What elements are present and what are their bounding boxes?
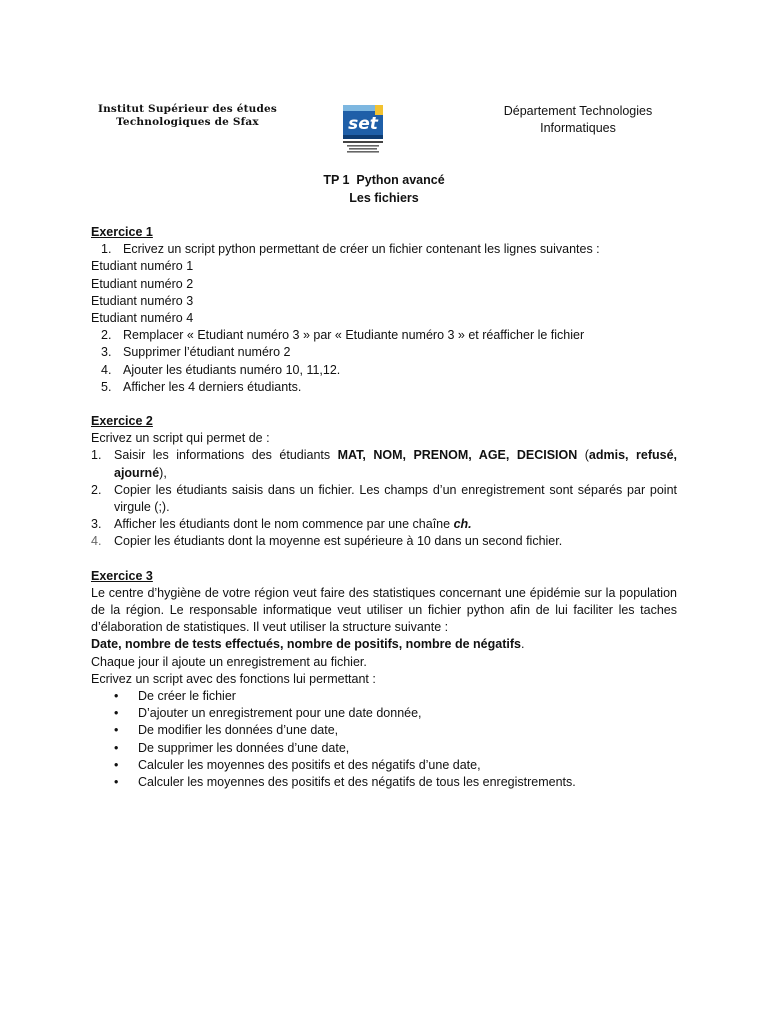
department-line-1: Département Technologies — [503, 104, 653, 118]
list-item — [91, 533, 677, 550]
chain-variable: ch. — [453, 517, 472, 532]
item-number: 2. — [101, 328, 112, 343]
exercise-2-title: Exercice 2 — [91, 414, 153, 429]
item-text: Remplacer « Etudiant numéro 3 » par « Etudiante numéro 3 » et réafficher le fichier — [123, 328, 585, 343]
exercise-3-list — [91, 688, 677, 791]
exercise-2-list — [91, 447, 677, 550]
item-number: 3. — [101, 345, 112, 360]
list-item — [91, 722, 677, 739]
bullet-icon: • — [114, 740, 119, 755]
document-body — [91, 224, 677, 791]
list-item — [91, 482, 677, 516]
list-item — [91, 327, 677, 344]
list-item — [91, 516, 677, 533]
list-item — [91, 447, 677, 481]
list-item — [91, 705, 677, 722]
student-line: Etudiant numéro 4 — [91, 311, 194, 326]
institute-line-2: Technologiques de Sfax — [116, 115, 259, 128]
exercise-2-intro: Ecrivez un script qui permet de : — [91, 431, 270, 446]
item-number: 4. — [91, 534, 102, 549]
decision-values: admis, refusé, ajourné — [114, 448, 677, 480]
list-item — [91, 241, 677, 258]
list-item — [91, 774, 677, 791]
item-text: Afficher les 4 derniers étudiants. — [123, 379, 302, 394]
item-text: Copier les étudiants dont la moyenne est supérieure à 10 dans un second fichier. — [114, 534, 563, 549]
bullet-icon: • — [114, 723, 119, 738]
institute-line-1: Institut Supérieur des études — [97, 103, 278, 115]
item-text: De créer le fichier — [138, 689, 236, 704]
list-item — [91, 344, 677, 361]
item-text: Ecrivez un script python permettant de créer un fichier contenant les lignes suivantes : — [123, 242, 600, 257]
item-number: 1. — [101, 242, 112, 257]
list-item — [91, 362, 677, 379]
item-text: Calculer les moyennes des positifs et des négatifs d’une date, — [138, 757, 481, 772]
exercise-1-q1 — [91, 241, 677, 258]
item-text: ( — [577, 448, 589, 463]
item-number: 3. — [91, 517, 102, 532]
item-text: Saisir les informations des étudiants — [114, 448, 338, 463]
exercise-3-paragraph: Le centre d’hygiène de votre région veut faire des statistiques concernant une épidémie sur la population de la région. Le responsable informatique veut utiliser un fichier python afin de lui faciliter les taches d’élaboration de statistiques. Il veut utiliser la structure suivante : — [91, 585, 677, 635]
item-number: 4. — [101, 362, 112, 377]
item-text: Afficher les étudiants dont le nom commence par une chaîne — [114, 517, 454, 532]
exercise-1-title: Exercice 1 — [91, 225, 153, 239]
student-line: Etudiant numéro 1 — [91, 259, 194, 274]
list-item — [91, 740, 677, 757]
bullet-icon: • — [114, 689, 119, 704]
student-line: Etudiant numéro 3 — [91, 293, 194, 308]
item-text: Calculer les moyennes des positifs et des négatifs de tous les enregistrements. — [138, 775, 576, 790]
item-text: ), — [159, 465, 167, 480]
document-subtitle: Les fichiers — [349, 191, 419, 205]
exercise-3-title: Exercice 3 — [91, 568, 153, 583]
item-text: Copier les étudiants saisis dans un fichier. Les champs d’un enregistrement sont séparés par point virgule (;). — [114, 482, 677, 515]
item-number: 1. — [91, 448, 102, 463]
list-item — [91, 757, 677, 774]
structure-fields: Date, nombre de tests effectués, nombre de positifs, nombre de négatifs — [91, 637, 521, 652]
list-item — [91, 688, 677, 705]
exercise-3-structure: Date, nombre de tests effectués, nombre de positifs, nombre de négatifs. — [91, 637, 525, 652]
item-text: De modifier les données d’une date, — [138, 723, 339, 738]
item-text: D’ajouter un enregistrement pour une date donnée, — [138, 706, 422, 721]
institute-name — [80, 103, 295, 128]
field-names: MAT, NOM, PRENOM, AGE, DECISION — [337, 448, 578, 463]
item-text: Ajouter les étudiants numéro 10, 11,12. — [123, 362, 341, 377]
department-name — [488, 103, 668, 137]
exercise-1-list — [91, 327, 677, 396]
bullet-icon: • — [114, 706, 119, 721]
bullet-icon: • — [114, 775, 119, 790]
student-line: Etudiant numéro 2 — [91, 276, 194, 291]
logo-text: set — [348, 114, 378, 134]
list-item — [91, 379, 677, 396]
item-text: De supprimer les données d’une date, — [138, 740, 350, 755]
document-title: TP 1 Python avancé — [323, 173, 445, 187]
exercise-3-daily: Chaque jour il ajoute un enregistrement au fichier. — [91, 654, 367, 669]
department-line-2: Informatiques — [540, 121, 616, 135]
bullet-icon: • — [114, 757, 119, 772]
item-text: Supprimer l’étudiant numéro 2 — [123, 345, 291, 360]
item-number: 5. — [101, 379, 112, 394]
document-title-block — [0, 171, 768, 207]
iset-logo — [337, 103, 389, 155]
item-number: 2. — [91, 482, 102, 497]
exercise-3-intro: Ecrivez un script avec des fonctions lui permettant : — [91, 671, 376, 686]
